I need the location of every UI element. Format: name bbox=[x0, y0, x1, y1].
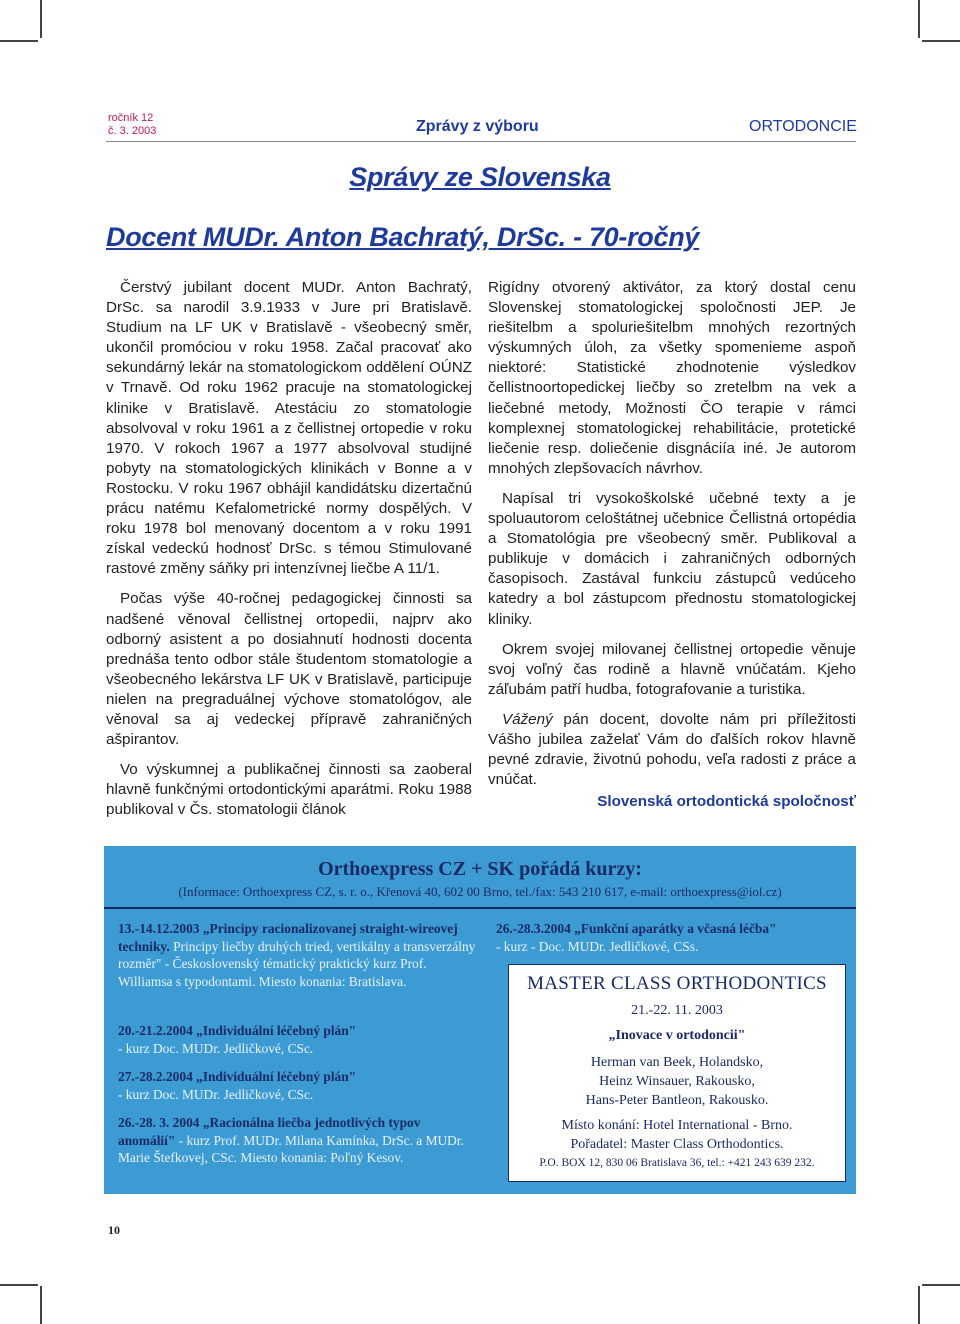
crop-mark bbox=[0, 1284, 38, 1286]
course-description: - kurz - Doc. MUDr. Jedličkové, CSs. bbox=[496, 938, 699, 954]
course-title: „Racionálna liečba jednotlivých typov anomálií" bbox=[118, 1115, 421, 1148]
paragraph: Rigídny otvorený aktivátor, za ktorý dostal cenu Slovenskej stomatologickej spoločnosti JEP. Je riešitelbm a spoluriešitelbm mnohých rezortných výskumných úloh, za všetky spomenieme aspoň niektoré: Statistické zhodnotenie výsledkov čellistnoortopedickej liečby so zretelbm na vek a liečebné metody, Možnosti ČO terapie v rámci komplexnej stomatologickej rehabilitácie, protetické liečenie resp. doliečenie disgnáciía iné. Je autorom mnohých zlepšovacích návrhov. bbox=[488, 279, 856, 477]
crop-mark bbox=[40, 1286, 42, 1324]
paragraph: Počas výše 40-ročnej pedagogickej činnosti sa nadšené věnoval čellistnej ortopedii, najprv ako odborný asistent a po dosiahnutí hodnosti docenta prednáša tento odbor stále študentom stomatologie a všeobecného lekárstva LF UK v Bratislavě, participuje nielen na pregraduálnej výchove stomatológov, ale věnoval sa aj vedeckej přípravě zahraničných ašpirantov. bbox=[106, 590, 472, 749]
course-date: 20.-21.2.2004 bbox=[118, 1023, 193, 1038]
crop-mark bbox=[918, 1286, 920, 1324]
paragraph: Okrem svojej milovanej čellistnej ortopedie věnuje svoj voľný čas rodině a hlavně vnúčatám. Kjeho záľubám patří hudba, fotografovanie a turistika. bbox=[488, 640, 856, 698]
closing-emphasis: Vážený bbox=[502, 710, 553, 728]
course-date: 26.-28.3.2004 bbox=[496, 921, 571, 936]
crop-mark bbox=[922, 1284, 960, 1286]
master-class-contact: P.O. BOX 12, 830 06 Bratislava 36, tel.: +421 243 639 232. bbox=[539, 1157, 815, 1169]
crop-mark bbox=[922, 40, 960, 42]
course-description: - kurz Doc. MUDr. Jedličkové, CSc. bbox=[118, 1040, 314, 1056]
crop-mark bbox=[0, 40, 38, 42]
speaker: Hans-Peter Bantleon, Rakousko. bbox=[585, 1093, 769, 1108]
course-banner bbox=[104, 846, 856, 1194]
closing-text: pán docent, dovolte nám pri příležitosti Vášho jubilea zaželať Vám do ďalších rokov hlavně pevné zdravie, životnú pohodu, veľa radosti z práce a vnúčat. bbox=[488, 710, 856, 789]
course-item bbox=[496, 920, 846, 955]
course-description: - kurz Prof. MUDr. Milana Kamínka, DrSc. a MUDr. Marie Štefkovej, CSc. Miesto konania: Poľný Kesov. bbox=[118, 1132, 464, 1166]
speaker: Herman van Beek, Holandsko, bbox=[590, 1055, 764, 1070]
course-item bbox=[118, 1022, 478, 1057]
course-date: 13.-14.12.2003 bbox=[118, 921, 200, 936]
section-title: Správy ze Slovenska bbox=[349, 162, 611, 192]
banner-title: Orthoexpress CZ + SK pořádá kurzy: bbox=[318, 858, 642, 880]
banner-contact-info: (Informace: Orthoexpress CZ, s. r. o., Křenová 40, 602 00 Brno, tel./fax: 543 210 617, e-mail: orthoexpress@iol.cz) bbox=[178, 884, 782, 899]
signature: Slovenská ortodontická spoločnosť bbox=[597, 793, 856, 811]
course-item bbox=[118, 920, 478, 990]
article-right-column bbox=[488, 278, 856, 812]
course-date: 26.-28. 3. 2004 bbox=[118, 1115, 200, 1130]
article-title: Docent MUDr. Anton Bachratý, DrSc. - 70-ročný bbox=[106, 222, 700, 252]
page-number: 10 bbox=[108, 1223, 120, 1237]
course-title: „Funkční aparátky a včasná léčba" bbox=[574, 921, 777, 936]
course-title: „Principy racionalizovanej straight-wireovej techniky. bbox=[118, 921, 458, 954]
crop-mark bbox=[40, 0, 42, 38]
master-class-organizer: Pořadatel: Master Class Orthodontics. bbox=[570, 1137, 784, 1152]
course-item bbox=[118, 1068, 478, 1103]
volume-label: ročník 12 bbox=[108, 112, 154, 124]
course-description: Principy liečby druhých tried, vertikálny a transverzálny rozměr" - Československý tématický praktický kurz Prof. Williamsa s typodontami. Miesto konania: Bratislava. bbox=[118, 938, 476, 989]
issue-info bbox=[108, 112, 156, 138]
master-class-box bbox=[508, 964, 846, 1182]
paragraph: Vo výskumnej a publikačnej činnosti sa zaoberal hlavně funkčnými ortodontickými aparátmi. Roku 1988 publikoval v Čs. stomatologii článok bbox=[106, 761, 472, 819]
crop-mark bbox=[918, 0, 920, 38]
course-date: 27.-28.2.2004 bbox=[118, 1069, 193, 1084]
paragraph: Napísal tri vysokoškolské učebné texty a je spoluautorom celoštátnej učebnice Čellistná ortopédia a Stomatológia pre všeobecný směr. Publikoval a publikuje v domácich i zahraničných odborných časopisoch. Zastával funkciu zástupců vedúceho katedry a bol zástupcom přednostu stomatologickej kliniky. bbox=[488, 489, 856, 628]
header-divider bbox=[106, 141, 856, 142]
paragraph: Čerstvý jubilant docent MUDr. Anton Bachratý, DrSc. sa narodil 3.9.1933 v Jure pri Bratislavě. Studium na LF UK v Bratislavě - všeobecný směr, ukončil promóciou v roku 1958. Začal pracovať ako sekundárný lekár na stomatologickom oddělení OÚNZ v Trnavě. Od roku 1962 pracuje na stomatologickej klinike v Bratislavě. Atestáciu zo stomatologie absolvoval v roku 1961 a z čellistnej ortopedie v roku 1970. V rokoch 1967 a 1977 absolvoval studijné pobyty na stomatologických klinikách v Bonne a v Rostocku. V roku 1967 obhájil kandidátsku dizertačnú prácu natému Kefalometrické normy dospělých. V roku 1978 bol menovaný docentom a v roku 1991 získal vedeckú hodnosť DrSc. s témou Stimulované rastové změny sáňky pri intenzívnej liečbe A 11/1. bbox=[106, 279, 472, 578]
course-item bbox=[118, 1114, 478, 1167]
article-left-column bbox=[106, 278, 472, 820]
section-label: Zprávy z výboru bbox=[416, 118, 539, 135]
course-title: „Individuální léčebný plán" bbox=[196, 1069, 357, 1084]
master-class-subtitle: „Inovace v ortodoncii" bbox=[608, 1028, 746, 1043]
closing-paragraph bbox=[488, 710, 856, 790]
master-class-dates: 21.-22. 11. 2003 bbox=[631, 1003, 723, 1018]
journal-name: ORTODONCIE bbox=[749, 118, 857, 135]
banner-divider bbox=[104, 907, 856, 909]
course-title: „Individuální léčebný plán" bbox=[196, 1023, 357, 1038]
course-description: - kurz Doc. MUDr. Jedličkové, CSc. bbox=[118, 1086, 314, 1102]
master-class-venue: Místo konání: Hotel International - Brno. bbox=[561, 1118, 793, 1133]
master-class-title: MASTER CLASS ORTHODONTICS bbox=[527, 973, 827, 994]
issue-label: č. 3. 2003 bbox=[108, 125, 157, 137]
speaker: Heinz Winsauer, Rakousko, bbox=[599, 1074, 755, 1089]
